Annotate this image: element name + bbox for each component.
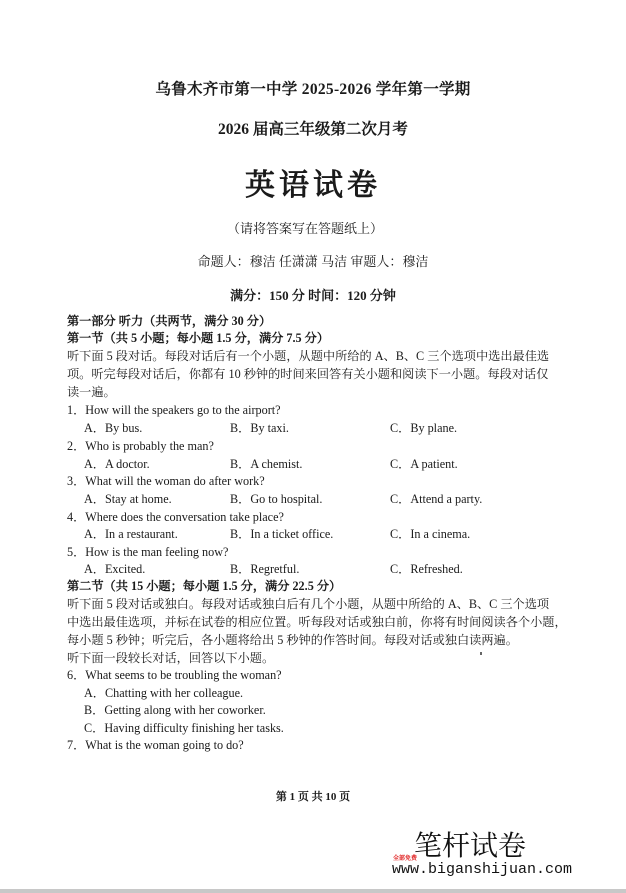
option-b: B．By taxi. [230, 421, 289, 435]
section2-title: 第二节（共 15 小题；每小题 1.5 分，满分 22.5 分） [67, 579, 342, 593]
option-b: B．Getting along with her coworker. [84, 703, 266, 717]
score-time-line: 满分：150 分 时间：120 分钟 [230, 288, 396, 303]
watermark-title: 笔杆试卷 [414, 829, 527, 862]
option-a: A．By bus. [84, 421, 143, 435]
part1-title: 第一部分 听力（共两节，满分 30 分） [67, 314, 272, 328]
option-a: A．Excited. [84, 562, 146, 576]
scan-speck [480, 652, 482, 655]
bottom-divider [0, 889, 626, 893]
option-a: A．Stay at home. [84, 492, 172, 506]
option-c: C．Attend a party. [390, 492, 483, 506]
question-stem: 6．What seems to be troubling the woman? [67, 668, 282, 682]
option-c: C．In a cinema. [390, 527, 471, 541]
option-b: B．In a ticket office. [230, 527, 334, 541]
section1-instruction: 项。听完每段对话后，你都有 10 秒钟的时间来回答有关小题和阅读下一小题。每段对话仅 [67, 367, 549, 381]
option-a: A．A doctor. [84, 457, 150, 471]
option-b: B．Regretful. [230, 562, 300, 576]
question-stem: 7．What is the woman going to do? [67, 738, 244, 752]
section2-instruction: 中选出最佳选项，并标在试卷的相应位置。听每段对话或独白前，你将有时间阅读各个小题， [67, 615, 567, 629]
section1-title: 第一节（共 5 小题；每小题 1.5 分，满分 7.5 分） [67, 331, 330, 345]
answer-note: （请将答案写在答题纸上） [226, 221, 383, 236]
section2-instruction: 听下面 5 段对话或独白。每段对话或独白后有几个小题，从题中所给的 A、B、C 三个选项 [67, 597, 550, 611]
section2-instruction: 每小题 5 秒钟；听完后，各小题将给出 5 秒钟的作答时间。每段对话或独白读两遍。 [67, 633, 518, 647]
option-a: A．Chatting with her colleague. [84, 686, 244, 700]
watermark-badge: 全部免费 [393, 855, 418, 862]
option-c: C．Having difficulty finishing her tasks. [84, 721, 284, 735]
section2-instruction: 听下面一段较长对话，回答以下小题。 [67, 651, 275, 665]
question-stem: 5．How is the man feeling now? [67, 545, 229, 559]
option-c: C．By plane. [390, 421, 458, 435]
section1-instruction: 读一遍。 [67, 385, 116, 399]
question-stem: 2．Who is probably the man? [67, 439, 214, 453]
option-b: B．Go to hospital. [230, 492, 323, 506]
subject-title: 英语试卷 [245, 168, 381, 203]
authors-line: 命题人：穆洁 任潇潇 马洁 审题人：穆洁 [197, 254, 429, 269]
question-stem: 3．What will the woman do after work? [67, 474, 265, 488]
exam-title: 2026 届高三年级第二次月考 [218, 121, 408, 138]
option-c: C．Refreshed. [390, 562, 463, 576]
option-b: B．A chemist. [230, 457, 303, 471]
option-c: C．A patient. [390, 457, 458, 471]
page-number: 第 1 页 共 10 页 [275, 791, 351, 803]
watermark-url: www.biganshijuan.com [392, 861, 573, 878]
question-stem: 1．How will the speakers go to the airport? [67, 403, 281, 417]
section1-instruction: 听下面 5 段对话。每段对话后有一个小题，从题中所给的 A、B、C 三个选项中选出最佳选 [67, 349, 550, 363]
option-a: A．In a restaurant. [84, 527, 178, 541]
question-stem: 4．Where does the conversation take place? [67, 510, 284, 524]
school-title: 乌鲁木齐市第一中学 2025-2026 学年第一学期 [155, 81, 471, 98]
